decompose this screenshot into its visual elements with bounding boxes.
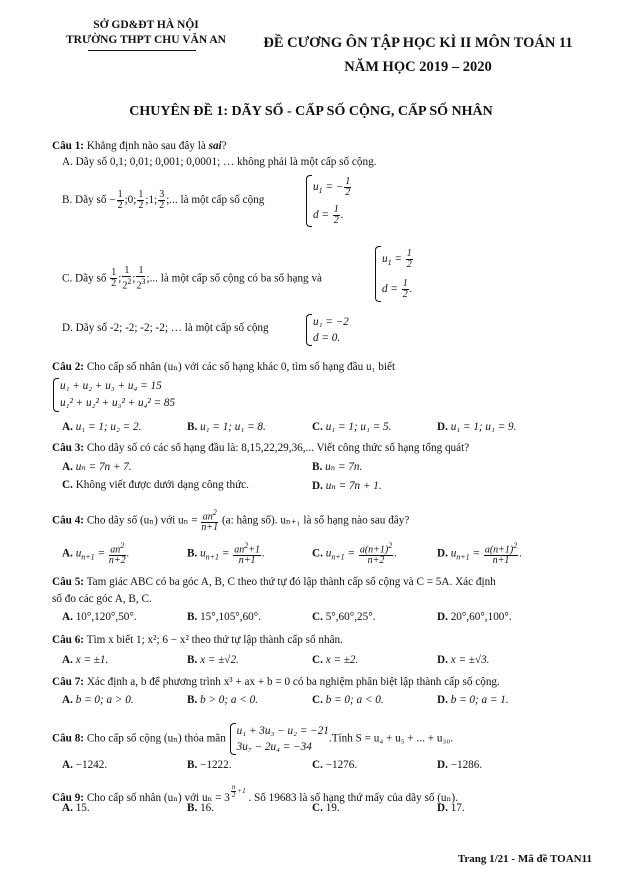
q2-option-d: D. u₁ = 1; u₁ = 9. [437, 421, 517, 433]
q1-option-d: D. Dãy số -2; -2; -2; -2; … là một cấp số cộng [62, 322, 269, 334]
q3-option-d: D. uₙ = 7n + 1. [312, 480, 382, 492]
q9-option-b: B. 16. [187, 802, 215, 814]
q6-stem: Câu 6: Tìm x biết 1; x²; 6 − x² theo thứ tự lập thành cấp số nhân. [52, 634, 343, 646]
q9-option-c: C. 19. [312, 802, 340, 814]
q4-option-b: B. $u_{n+1}$ = $\frac{an^2+1}{n+1}$ . [187, 541, 265, 567]
q2-system: u₁ + u₂ + u₃ + u₄ = 15 u₁² + u₂² + u₃² + u₄² = 85 [52, 378, 175, 412]
q5-option-a: A. 10°,120°,50°. [62, 611, 137, 623]
q5-option-c: C. 5°,60°,25°. [312, 611, 376, 623]
q9-stem: Câu 9: Cho cấp số nhân (uₙ) với uₙ = 3 $^{\frac{n}{2} +1}$ . Số 19683 là số hạng thứ mấy của dãy số (uₙ). [52, 783, 458, 805]
school-header [52, 18, 240, 48]
q7-option-c: C. b = 0; a < 0. [312, 694, 384, 706]
q1-option-b-system: $u_1$ = − $\frac{1}{2}$ d = $\frac{1}{2}$ . [305, 175, 352, 227]
q6-option-a: A. x = ±1. [62, 654, 109, 666]
q2-stem: Câu 2: Cho cấp số nhân (uₙ) với các số hạng khác 0, tìm số hạng đầu u₁ biết [52, 361, 396, 373]
q4-stem: Câu 4: Cho dãy số (uₙ) với uₙ = $\frac{an^2}{n+1}$ (a: hằng số). uₙ₊₁ là số hạng nào sau đây? [52, 508, 410, 534]
school-name: TRƯỜNG THPT CHU VĂN AN [66, 34, 226, 46]
q1-option-a: A. Dãy số 0,1; 0,01; 0,001; 0,0001; … không phải là một cấp số cộng. [62, 156, 377, 168]
q7-option-a: A. b = 0; a > 0. [62, 694, 134, 706]
q1-option-d-system: u₁ = −2 d = 0. [305, 314, 349, 346]
q9-option-d: D. 17. [437, 802, 465, 814]
topic-heading: CHUYÊN ĐỀ 1: DÃY SỐ - CẤP SỐ CỘNG, CẤP SỐ NHÂN [129, 104, 493, 119]
q7-option-d: D. b = 0; a = 1. [437, 694, 509, 706]
q7-stem: Câu 7: Xác định a, b để phương trình x³ + ax + b = 0 có ba nghiệm phân biệt lập thành cấp số cộng. [52, 676, 500, 688]
q8-option-b: B. −1222. [187, 759, 232, 771]
q8-stem: Câu 8: Cho cấp số cộng (uₙ) thỏa mãn u₁ + 3u₃ − u₂ = −21 3u₇ − 2u₄ = −34 .Tính S = u₄ + u₅ + ... + u₃₀. [52, 725, 454, 753]
q3-option-b: B. uₙ = 7n. [312, 461, 363, 473]
q2-option-a: A. u₁ = 1; u₂ = 2. [62, 421, 142, 433]
q6-option-b: B. x = ±√2. [187, 654, 239, 666]
q1-option-c-system: $u_1$ = $\frac{1}{2}$ d = $\frac{1}{2}$ . [374, 246, 414, 302]
q6-option-d: D. x = ±√3. [437, 654, 490, 666]
q5-stem-line2: số đo các góc A, B, C. [52, 593, 152, 605]
q9-option-a: A. 15. [62, 802, 90, 814]
q7-option-b: B. b > 0; a < 0. [187, 694, 259, 706]
q2-option-b: B. u₁ = 1; u₁ = 8. [187, 421, 266, 433]
q1-stem: Câu 1: Khẳng định nào sau đây là sai? [52, 140, 227, 152]
q8-option-c: C. −1276. [312, 759, 358, 771]
dept-name: SỞ GD&ĐT HÀ NỘI [93, 19, 199, 31]
document-title [238, 31, 598, 79]
q1-option-c: C. Dãy số $\frac{1}{2}$ ; $\frac{1}{2^2}$ ; $\frac{1}{2^3}$ ;... là một cấp số cộng có ba số hạng và [62, 265, 323, 292]
q4-option-a: A. $u_{n+1}$ = $\frac{an^2}{n+2}$ . [62, 541, 130, 567]
title-line-2: NĂM HỌC 2019 – 2020 [344, 59, 492, 75]
q5-option-d: D. 20°,60°,100°. [437, 611, 512, 623]
page-footer: Trang 1/21 - Mã đề TOAN11 [457, 853, 592, 865]
q5-option-b: B. 15°,105°,60°. [187, 611, 262, 623]
q2-option-c: C. u₁ = 1; u₁ = 5. [312, 421, 392, 433]
q1-option-b: B. Dãy số − $\frac{1}{2}$ ;0; $\frac{1}{2}$ ;1; $\frac{3}{2}$ ;... là một cấp số cộng [62, 189, 265, 211]
q3-stem: Câu 3: Cho dãy số có các số hạng đầu là: 8,15,22,29,36,... Viết công thức số hạng tổng quát? [52, 442, 470, 454]
header-divider [88, 50, 196, 51]
q3-option-a: A. uₙ = 7n + 7. [62, 461, 132, 473]
q4-option-d: D. $u_{n+1}$ = $\frac{a(n+1)^2}{n+1}$ . [437, 541, 523, 567]
q8-option-d: D. −1286. [437, 759, 483, 771]
q4-option-c: C. $u_{n+1}$ = $\frac{a(n+1)^2}{n+2}$ . [312, 541, 398, 567]
q3-option-c: C. Không viết được dưới dạng công thức. [62, 479, 249, 491]
q5-stem: Câu 5: Tam giác ABC có ba góc A, B, C theo thứ tự đó lập thành cấp số cộng và C = 5A. Xác định [52, 576, 496, 588]
q6-option-c: C. x = ±2. [312, 654, 359, 666]
q8-option-a: A. −1242. [62, 759, 108, 771]
title-line-1: ĐỀ CƯƠNG ÔN TẬP HỌC KÌ II MÔN TOÁN 11 [263, 35, 573, 51]
